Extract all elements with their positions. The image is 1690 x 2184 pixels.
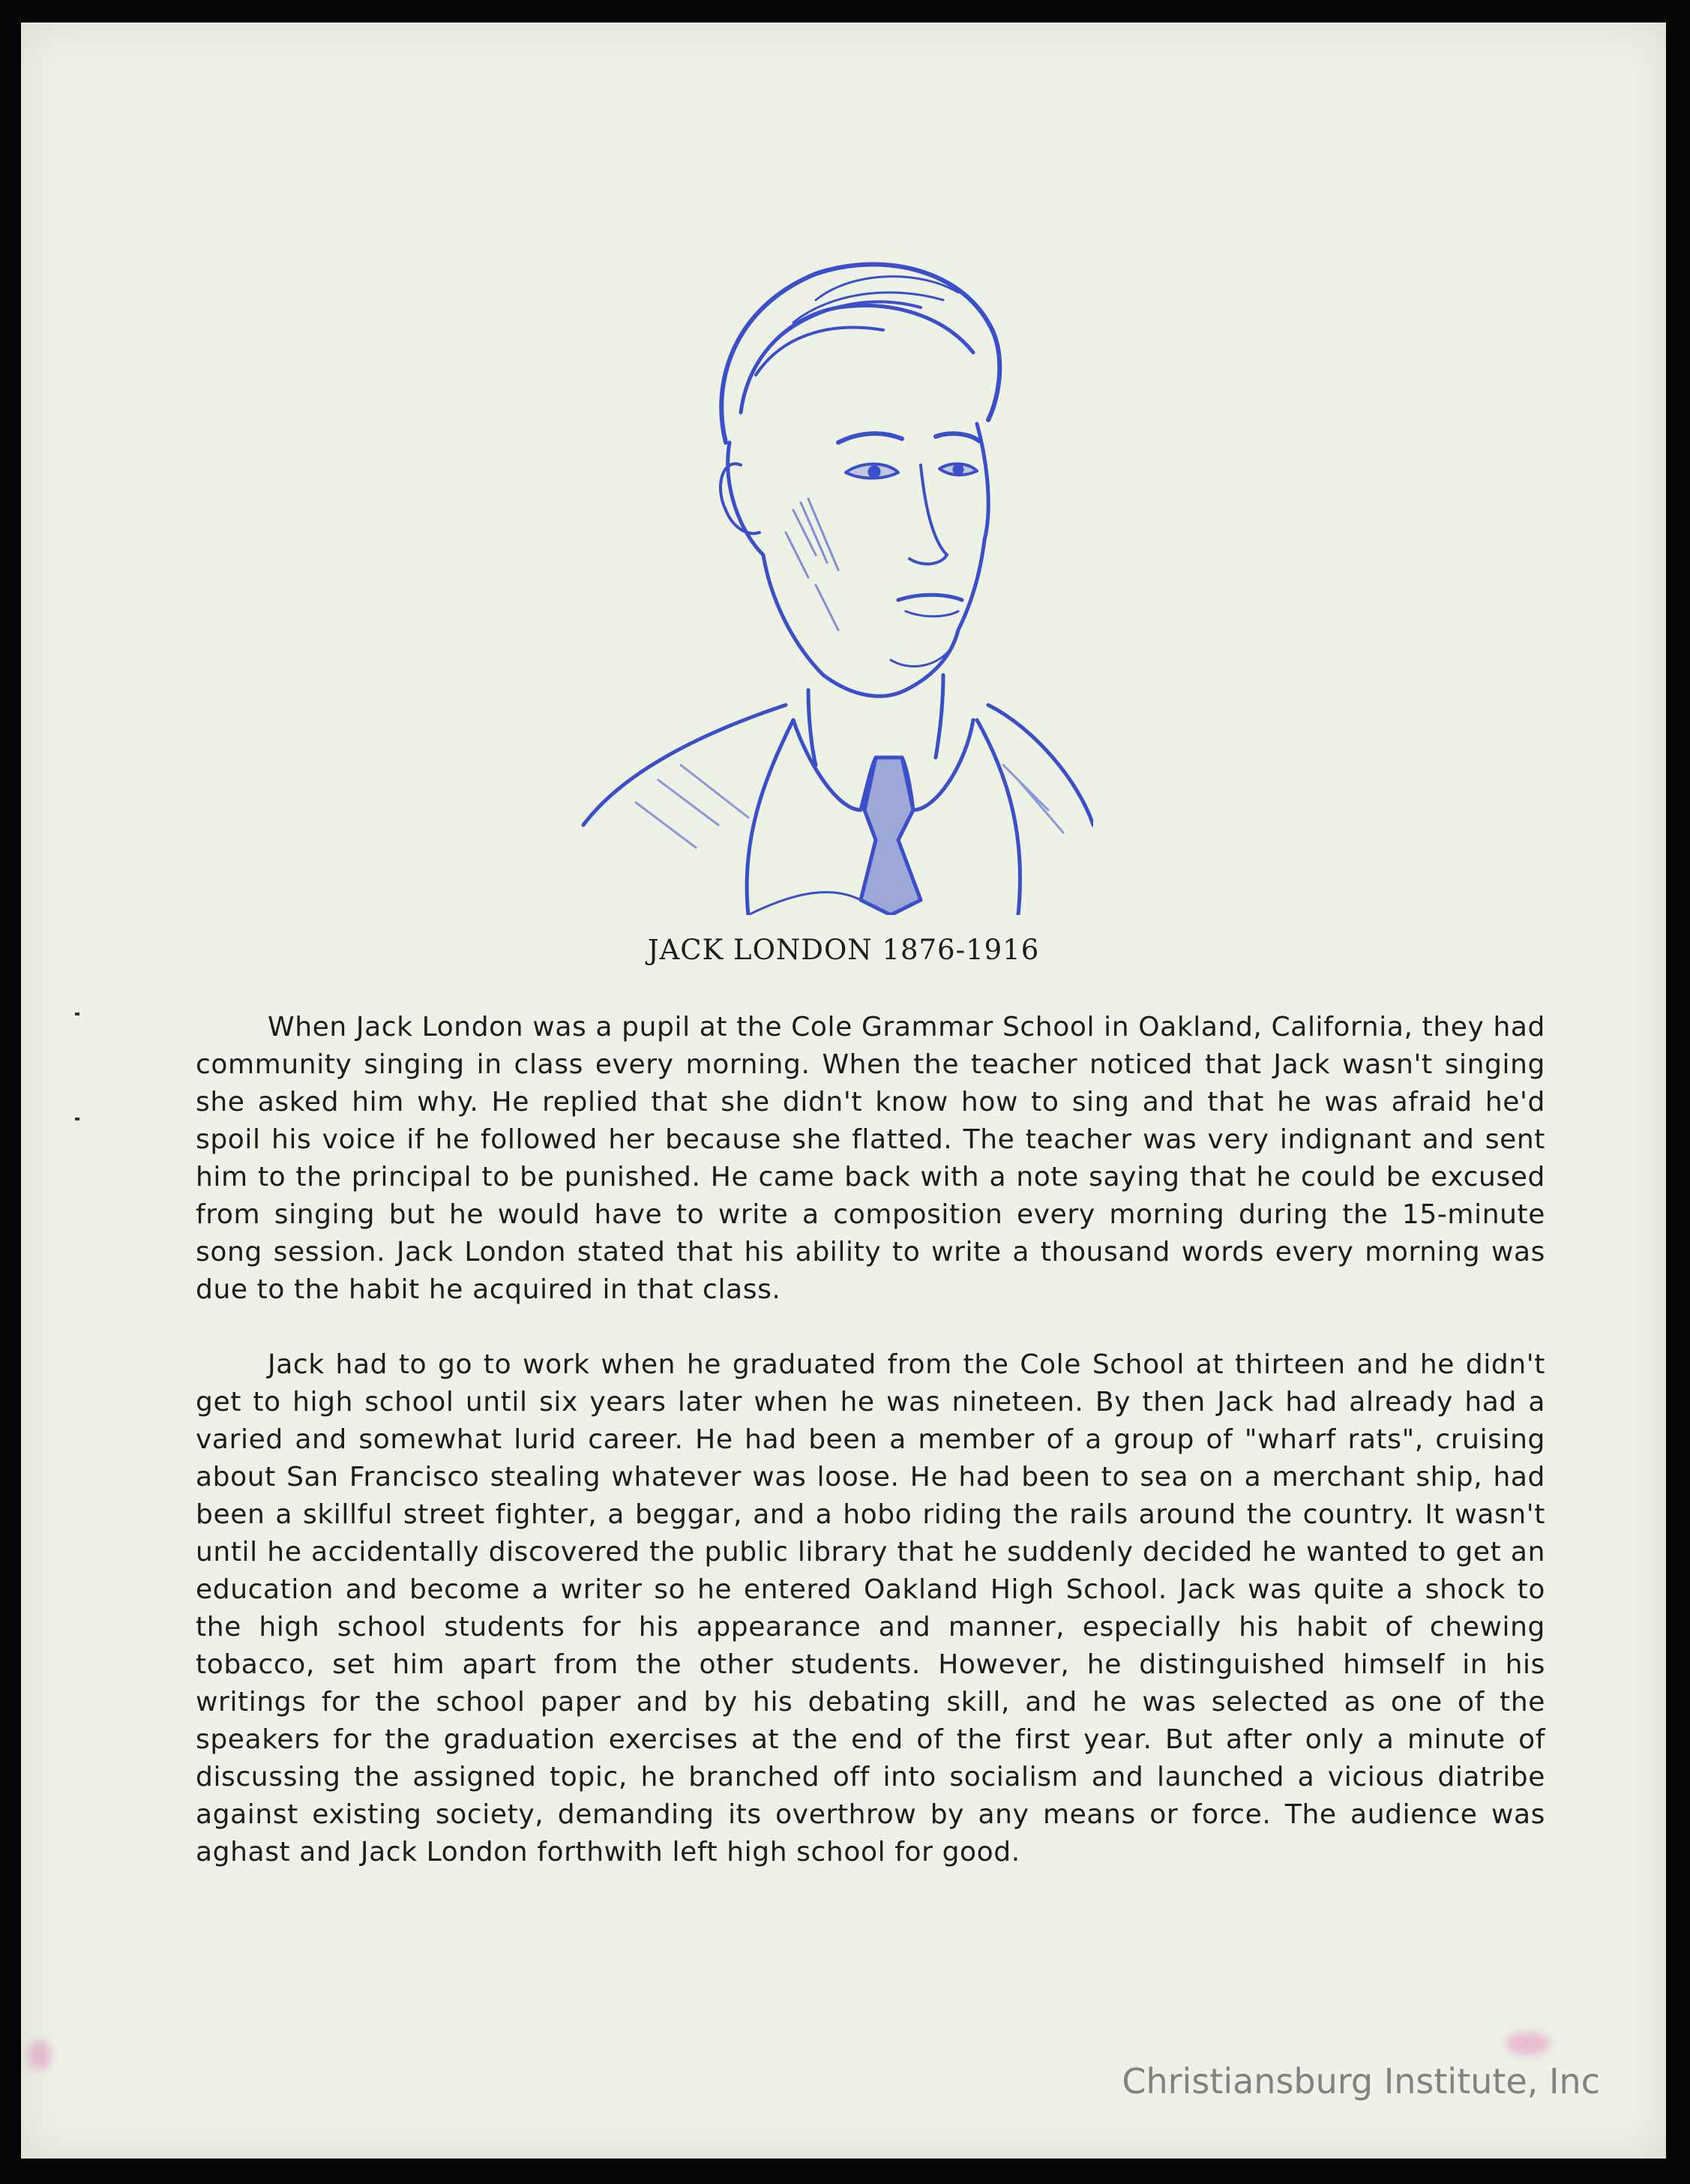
document-body [196,1009,1545,1909]
document-page [21,22,1666,2158]
paragraph: When Jack London was a pupil at the Cole Grammar School in Oakland, California, they had community singing in class every morning. When the teacher noticed that Jack wasn't singing she asked him why. He replied that she didn't know how to sing and that he was afraid he'd spoil his voice if he followed her because she flatted. The teacher was very indignant and sent him to the principal to be punished. He came back with a note saying that he could be excused from singing but he would have to write a composition every morning during the 15-minute song session. Jack London stated that his ability to write a thousand words every morning was due to the habit he acquired in that class. [196,1012,1545,1305]
ink-smudge [28,2040,51,2070]
portrait-sketch [568,240,1093,915]
document-title: JACK LONDON 1876-1916 [647,934,1040,966]
watermark-text: Christiansburg Institute, Inc [1122,2061,1600,2102]
paragraph: Jack had to go to work when he graduated from the Cole School at thirteen and he didn't get to high school until six years later when he was nineteen. By then Jack had already had a varied and somewhat lurid career. He had been a member of a group of "wharf rats", cruising about San Francisco stealing whatever was loose. He had been to sea on a merchant ship, had been a skillful street fighter, a beggar, and a hobo riding the rails around the country. It wasn't until he accidentally discovered the public library that he suddenly decided he wanted to get an education and become a writer so he entered Oakland High School. Jack was quite a shock to the high school students for his appearance and manner, especially his habit of chewing tobacco, set him apart from the other students. However, he distinguished himself in his writings for the school paper and by his debating skill, and he was selected as one of the speakers for the graduation exercises at the end of the first year. But after only a minute of discussing the assigned topic, he branched off into socialism and launched a vicious diatribe against existing society, demanding its overthrow by any means or force. The audience was aghast and Jack London forthwith left high school for good. [196,1349,1545,1868]
ink-smudge [1506,2032,1551,2055]
margin-mark [75,1118,79,1120]
margin-mark [75,1012,79,1016]
